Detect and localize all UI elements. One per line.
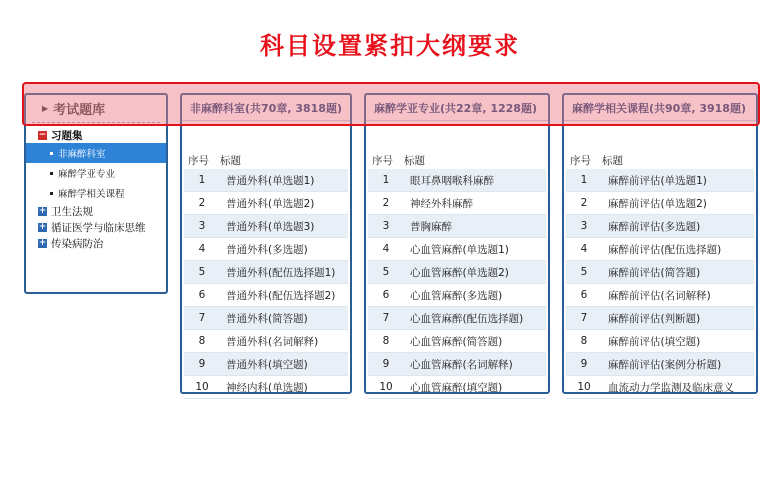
expand-icon[interactable]: + [38,205,47,216]
table-row[interactable] [368,169,546,192]
panel-header: 非麻醉科室(共70章, 3818题) [182,95,350,121]
table-row[interactable] [184,215,348,238]
panel-header: 麻醉学亚专业(共22章, 1228题) [366,95,548,121]
sidebar-item-anesthesia-subspecialty[interactable] [26,163,166,183]
row-no: 7 [382,312,390,324]
table-row[interactable] [566,330,754,353]
row-title[interactable]: 心血管麻醉(简答题) [410,335,503,348]
row-no: 10 [195,381,209,393]
bullet-icon [50,172,53,175]
tree-node-label: 传染病防治 [51,237,104,250]
col-header-title: 标题 [602,154,623,167]
col-header-title: 标题 [404,154,425,167]
row-no: 9 [198,358,206,370]
tree-node-evidence-medicine[interactable] [26,219,166,235]
table-rows [184,169,348,399]
col-header-title: 标题 [220,154,241,167]
row-title[interactable]: 心血管麻醉(填空题) [410,381,503,394]
row-title[interactable]: 心血管麻醉(名词解释) [410,358,513,371]
column-headers [564,153,756,167]
row-title[interactable]: 神经内科(单选题) [226,381,308,394]
table-row[interactable] [566,376,754,399]
table-row[interactable] [368,330,546,353]
bullet-icon [50,192,53,195]
triangle-right-icon: ▶ [42,104,49,113]
panel-anesthesia-subspecialty [364,93,550,394]
sidebar-header [32,95,160,123]
sidebar [24,93,168,294]
row-title[interactable]: 普通外科(单选题3) [226,220,315,233]
table-row[interactable] [368,376,546,399]
expand-icon[interactable]: + [38,237,47,248]
table-row[interactable] [566,307,754,330]
tree-node-label: 循证医学与临床思维 [51,221,146,234]
row-no: 6 [580,289,588,301]
col-header-no: 序号 [372,154,393,167]
row-title[interactable]: 普通外科(填空题) [226,358,308,371]
row-no: 1 [580,174,588,186]
sidebar-tree [26,123,166,251]
table-row[interactable] [184,284,348,307]
row-no: 5 [580,266,588,278]
row-title[interactable]: 心血管麻醉(单选题1) [410,243,509,256]
expand-icon[interactable]: + [38,221,47,232]
sidebar-item-label: 麻醉学相关课程 [58,189,125,200]
row-no: 6 [198,289,206,301]
table-row[interactable] [368,307,546,330]
row-no: 9 [382,358,390,370]
row-no: 4 [382,243,390,255]
sidebar-item-label: 非麻醉科室 [58,149,106,160]
page-title: 科目设置紧扣大纲要求 [260,32,520,60]
panel-anesthesia-related [562,93,758,394]
col-header-no: 序号 [570,154,591,167]
row-no: 1 [382,174,390,186]
table-row[interactable] [566,284,754,307]
row-title[interactable]: 麻醉前评估(单选题2) [608,197,707,210]
table-row[interactable] [566,215,754,238]
table-row[interactable] [368,238,546,261]
row-no: 5 [382,266,390,278]
table-row[interactable] [368,353,546,376]
collapse-icon[interactable]: − [38,129,47,140]
table-row[interactable] [566,238,754,261]
table-row[interactable] [566,169,754,192]
row-title[interactable]: 神经外科麻醉 [410,197,473,210]
column-headers [366,153,548,167]
table-row[interactable] [566,353,754,376]
table-row[interactable] [368,192,546,215]
panel-header: 麻醉学相关课程(共90章, 3918题) [564,95,756,121]
row-no: 2 [580,197,588,209]
tree-node-health-law[interactable] [26,203,166,219]
tree-node-label: 卫生法规 [51,205,93,218]
table-row[interactable] [368,261,546,284]
row-title[interactable]: 麻醉前评估(案例分析题) [608,358,722,371]
row-title[interactable]: 麻醉前评估(判断题) [608,312,701,325]
sidebar-item-label: 麻醉学亚专业 [58,169,116,180]
tree-node-label: 习题集 [51,129,83,142]
row-title[interactable]: 眼耳鼻咽喉科麻醉 [410,174,494,187]
bullet-icon [50,152,53,155]
row-title[interactable]: 普通外科(配伍选择题1) [226,266,336,279]
row-title[interactable]: 麻醉前评估(填空题) [608,335,701,348]
table-row[interactable] [368,215,546,238]
row-title[interactable]: 普胸麻醉 [410,220,452,233]
row-title[interactable]: 麻醉前评估(单选题1) [608,174,707,187]
table-row[interactable] [566,192,754,215]
row-no: 2 [382,197,390,209]
row-no: 2 [198,197,206,209]
row-no: 8 [198,335,206,347]
row-no: 10 [379,381,393,393]
table-row[interactable] [184,192,348,215]
row-no: 4 [580,243,588,255]
row-title[interactable]: 心血管麻醉(配伍选择题) [410,312,524,325]
row-title[interactable]: 普通外科(名词解释) [226,335,319,348]
panel-non-anesthesia [180,93,352,394]
row-no: 10 [577,381,591,393]
sidebar-header-label: 考试题库 [53,103,106,118]
row-title[interactable]: 麻醉前评估(名词解释) [608,289,711,302]
row-no: 3 [580,220,588,232]
tree-node-exercises[interactable] [26,127,166,143]
row-no: 4 [198,243,206,255]
row-no: 7 [198,312,206,324]
row-no: 8 [580,335,588,347]
row-title[interactable]: 普通外科(配伍选择题2) [226,289,336,302]
table-row[interactable] [184,261,348,284]
row-no: 3 [382,220,390,232]
sidebar-item-non-anesthesia[interactable] [26,143,166,163]
table-row[interactable] [566,261,754,284]
table-row[interactable] [184,307,348,330]
row-no: 7 [580,312,588,324]
row-no: 8 [382,335,390,347]
row-title[interactable]: 血流动力学监测及临床意义 [608,381,734,394]
col-header-no: 序号 [188,154,209,167]
table-rows [368,169,546,399]
row-title[interactable]: 麻醉前评估(配伍选择题) [608,243,722,256]
column-headers [182,153,350,167]
row-title[interactable]: 麻醉前评估(多选题) [608,220,701,233]
row-title[interactable]: 普通外科(多选题) [226,243,308,256]
table-row[interactable] [368,284,546,307]
row-title[interactable]: 麻醉前评估(简答题) [608,266,701,279]
row-title[interactable]: 普通外科(单选题2) [226,197,315,210]
row-title[interactable]: 心血管麻醉(单选题2) [410,266,509,279]
table-row[interactable] [184,238,348,261]
table-row[interactable] [184,330,348,353]
row-no: 3 [198,220,206,232]
row-no: 5 [198,266,206,278]
row-no: 6 [382,289,390,301]
table-rows [566,169,754,399]
tree-node-infectious-disease[interactable] [26,235,166,251]
table-row[interactable] [184,353,348,376]
row-title[interactable]: 普通外科(简答题) [226,312,308,325]
table-row[interactable] [184,376,348,399]
row-title[interactable]: 普通外科(单选题1) [226,174,315,187]
row-no: 1 [198,174,206,186]
row-no: 9 [580,358,588,370]
row-title[interactable]: 心血管麻醉(多选题) [410,289,503,302]
sidebar-item-anesthesia-related[interactable] [26,183,166,203]
table-row[interactable] [184,169,348,192]
